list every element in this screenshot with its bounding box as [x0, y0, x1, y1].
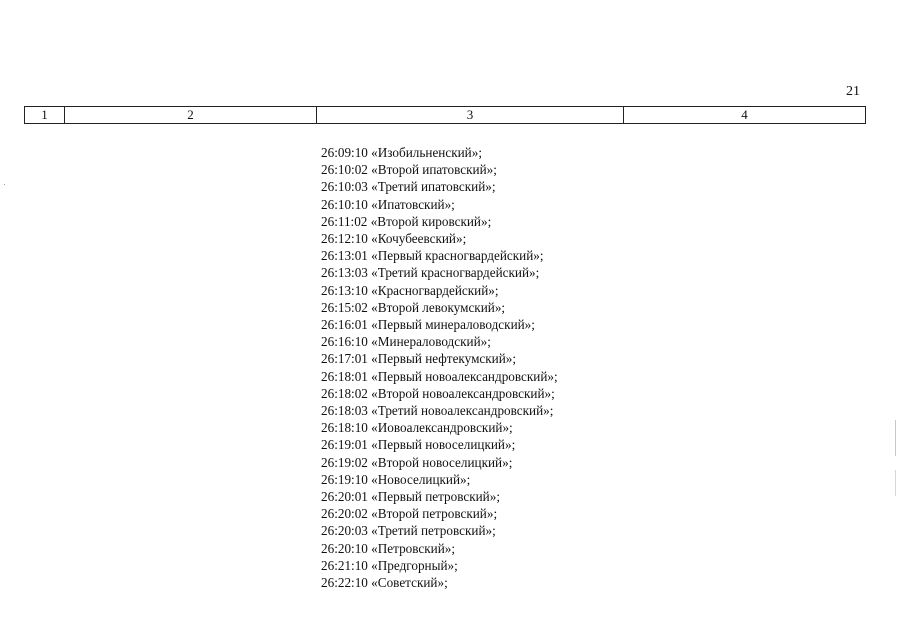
list-item: 26:09:10 «Изобильненский»;: [321, 145, 482, 160]
list-item: 26:20:02 «Второй петровский»;: [321, 506, 498, 522]
scan-artifact: [4, 184, 5, 185]
list-item: 26:18:02 «Второй новоалександровский»;: [321, 385, 555, 401]
list-item: 26:10:03 «Третий ипатовский»;: [321, 179, 496, 195]
list-item: 26:10:02 «Второй ипатовский»;: [321, 162, 497, 178]
list-item: 26:19:10 «Новоселицкий»;: [321, 471, 471, 487]
scan-artifact: [895, 470, 896, 496]
list-item: 26:16:10 «Минераловодский»;: [321, 334, 491, 350]
list-item: 26:15:02 «Второй левокумский»;: [321, 299, 506, 315]
list-item: 26:19:01 «Первый новоселицкий»;: [321, 437, 516, 453]
list-item: 26:19:02 «Второй новоселицкий»;: [321, 454, 513, 470]
page-number: 21: [846, 84, 860, 99]
column-3-header: 3: [317, 107, 624, 123]
list-item: 26:10:10 «Ипатовский»;: [321, 196, 455, 212]
list-item: 26:20:10 «Петровский»;: [321, 540, 456, 556]
list-item: 26:16:01 «Первый минераловодский»;: [321, 317, 535, 333]
cadastral-district-list: [321, 144, 558, 591]
column-4-header: 4: [741, 107, 748, 122]
list-item: 26:21:10 «Предгорный»;: [321, 557, 458, 573]
list-item: 26:22:10 «Советский»;: [321, 575, 448, 591]
list-item: 26:13:01 «Первый красногвардейский»;: [321, 248, 544, 264]
list-item: 26:18:03 «Третий новоалександровский»;: [321, 403, 554, 419]
list-item: 26:20:03 «Третий петровский»;: [321, 523, 496, 539]
list-item: 26:20:01 «Первый петровский»;: [321, 489, 500, 505]
list-item: 26:18:01 «Первый новоалександровский»;: [321, 368, 558, 384]
list-item: 26:13:10 «Красногвардейский»;: [321, 282, 499, 298]
column-number-header: [24, 106, 866, 124]
list-item: 26:12:10 «Кочубеевский»;: [321, 231, 467, 247]
list-item: 26:11:02 «Второй кировский»;: [321, 213, 492, 229]
list-item: 26:18:10 «Иовоалександровский»;: [321, 420, 513, 436]
list-item: 26:17:01 «Первый нефтекумский»;: [321, 351, 517, 367]
list-item: 26:13:03 «Третий красногвардейский»;: [321, 265, 540, 281]
scan-artifact: [895, 420, 896, 456]
column-2-header: 2: [65, 107, 317, 123]
column-1-header: 1: [25, 107, 65, 123]
